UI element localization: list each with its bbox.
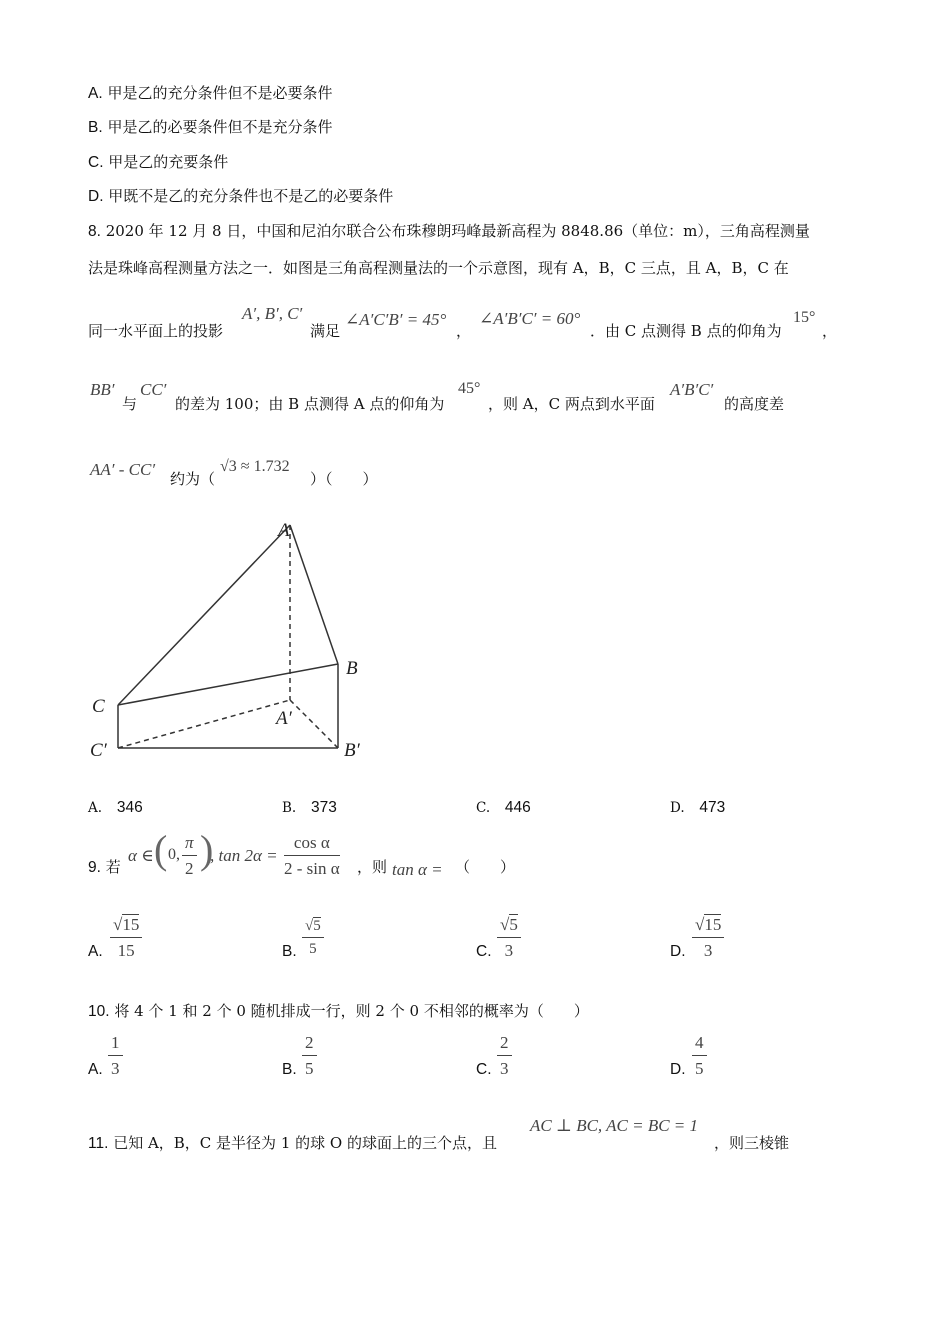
- q10-option-a-label: A.: [88, 1061, 103, 1078]
- q9-option-b-value: $\frac{√5}{5}$: [302, 918, 324, 959]
- q10-line: 10. 将 4 个 1 和 2 个 0 随机排成一行，则 2 个 0 不相邻的概率为（ ）: [88, 1002, 589, 1020]
- q8-line-3-text-d: ，: [822, 322, 838, 340]
- q9-ze: ，则: [357, 858, 388, 876]
- edge-c1a1: [118, 700, 290, 748]
- q8-triangle-diagram: [80, 510, 380, 770]
- q11-line: 11. 已知 A，B，C 是半径为 1 的球 O 的球面上的三个点，且: [88, 1134, 497, 1152]
- q8-option-b: B. 373: [282, 799, 337, 816]
- q9-left-paren: (: [154, 827, 168, 872]
- q9-tan-equals: , tan 2α =: [210, 846, 278, 865]
- q7-option-a: A. 甲是乙的充分条件但不是必要条件: [88, 84, 333, 102]
- q9-number-line: 9. 若: [88, 858, 121, 876]
- q8-option-c: C. 446: [476, 799, 531, 816]
- q8-line-3-text-c: ．由 C 点测得 B 点的仰角为: [590, 322, 782, 340]
- q8-line-4-text-d: 的高度差: [724, 395, 785, 413]
- q8-projection-math: A′, B′, C′: [242, 304, 303, 323]
- q7-option-d: D. 甲既不是乙的充分条件也不是乙的必要条件: [88, 187, 394, 205]
- q10-option-d-value: $\frac{4}{5}$: [692, 1033, 707, 1078]
- q9-pi-over-two: $\frac{\pi}{2}$: [182, 833, 197, 878]
- q8-plane: A′B′C′: [670, 380, 714, 399]
- q8-line-1: 8. 2020 年 12 月 8 日，中国和尼泊尔联合公布珠穆朗玛峰最新高程为 8848.86（单位：m），三角高程测量: [88, 222, 810, 240]
- q8-angle-3: 15°: [793, 309, 816, 326]
- q11-tail: ，则三棱锥: [714, 1134, 790, 1152]
- q10-option-d-label: D.: [670, 1061, 686, 1078]
- q11-condition: AC ⊥ BC, AC = BC = 1: [530, 1116, 699, 1135]
- q9-option-c-label: C.: [476, 943, 492, 960]
- q8-number: 8.: [88, 223, 101, 240]
- q8-line-4-text-a: 与: [122, 395, 138, 413]
- q8-line-4-text-b: 的差为 100；由 B 点测得 A 点的仰角为: [175, 395, 445, 413]
- q9-option-b-label: B.: [282, 943, 297, 960]
- label-b: B: [346, 658, 358, 679]
- q10-option-b-value: $\frac{2}{5}$: [302, 1033, 317, 1078]
- q8-option-a: A. 346: [88, 799, 143, 816]
- q8-angle-4: 45°: [458, 380, 481, 397]
- q9-condition: α ∈: [128, 846, 154, 865]
- label-a-prime: A′: [276, 708, 292, 729]
- q9-tan-alpha: tan α =: [392, 860, 443, 879]
- q10-option-b-label: B.: [282, 1061, 297, 1078]
- q10-option-c-label: C.: [476, 1061, 492, 1078]
- q8-option-d: D. 473: [670, 799, 726, 816]
- q9-option-a-value: $\frac{√15}{15}$: [110, 915, 142, 960]
- q8-line-5-text-b: ）（ ）: [310, 470, 378, 488]
- label-a: A: [278, 520, 290, 541]
- q8-line-2: 法是珠峰高程测量方法之一．如图是三角高程测量法的一个示意图，现有 A，B，C 三点，且 A，B，C 在: [88, 259, 789, 277]
- edge-a1b1: [290, 700, 338, 748]
- q8-angle-2: ∠A′B′C′ = 60°: [479, 309, 581, 328]
- q9-fraction: $\frac{\text{cos α}}{\text{2 - sin α}}$: [284, 833, 340, 878]
- q10-option-a-value: $\frac{1}{3}$: [108, 1033, 123, 1078]
- q9-paren: （ ）: [455, 858, 516, 876]
- q8-comma: ，: [456, 322, 472, 340]
- q8-height-difference: AA′ - CC′: [90, 460, 156, 479]
- label-c-prime: C′: [90, 740, 107, 761]
- label-b-prime: B′: [344, 740, 360, 761]
- edge-ab: [290, 525, 338, 664]
- q8-bb: BB′: [90, 380, 115, 399]
- q8-line-3-text-b: 满足: [310, 322, 341, 340]
- q8-cc: CC′: [140, 380, 167, 399]
- q7-option-c: C. 甲是乙的充要条件: [88, 153, 229, 171]
- q7-option-b: B. 甲是乙的必要条件但不是充分条件: [88, 118, 333, 136]
- q8-approximation: √3 ≈ 1.732: [220, 458, 290, 475]
- q9-interval-zero: 0,: [168, 846, 180, 863]
- q8-line-5-text-a: 约为（: [170, 470, 216, 488]
- q9-option-d-value: $\frac{√15}{3}$: [692, 915, 724, 960]
- q9-option-c-value: $\frac{√5}{3}$: [497, 915, 521, 960]
- q8-angle-1: ∠A′C′B′ = 45°: [345, 310, 447, 329]
- q8-line-4-text-c: ，则 A，C 两点到水平面: [488, 395, 655, 413]
- q8-line-3-text-a: 同一水平面上的投影: [88, 322, 224, 340]
- label-c: C: [92, 696, 105, 717]
- q9-option-a-label: A.: [88, 943, 103, 960]
- q9-option-d-label: D.: [670, 943, 686, 960]
- q9-right-paren: ): [200, 827, 214, 872]
- q10-option-c-value: $\frac{2}{3}$: [497, 1033, 512, 1078]
